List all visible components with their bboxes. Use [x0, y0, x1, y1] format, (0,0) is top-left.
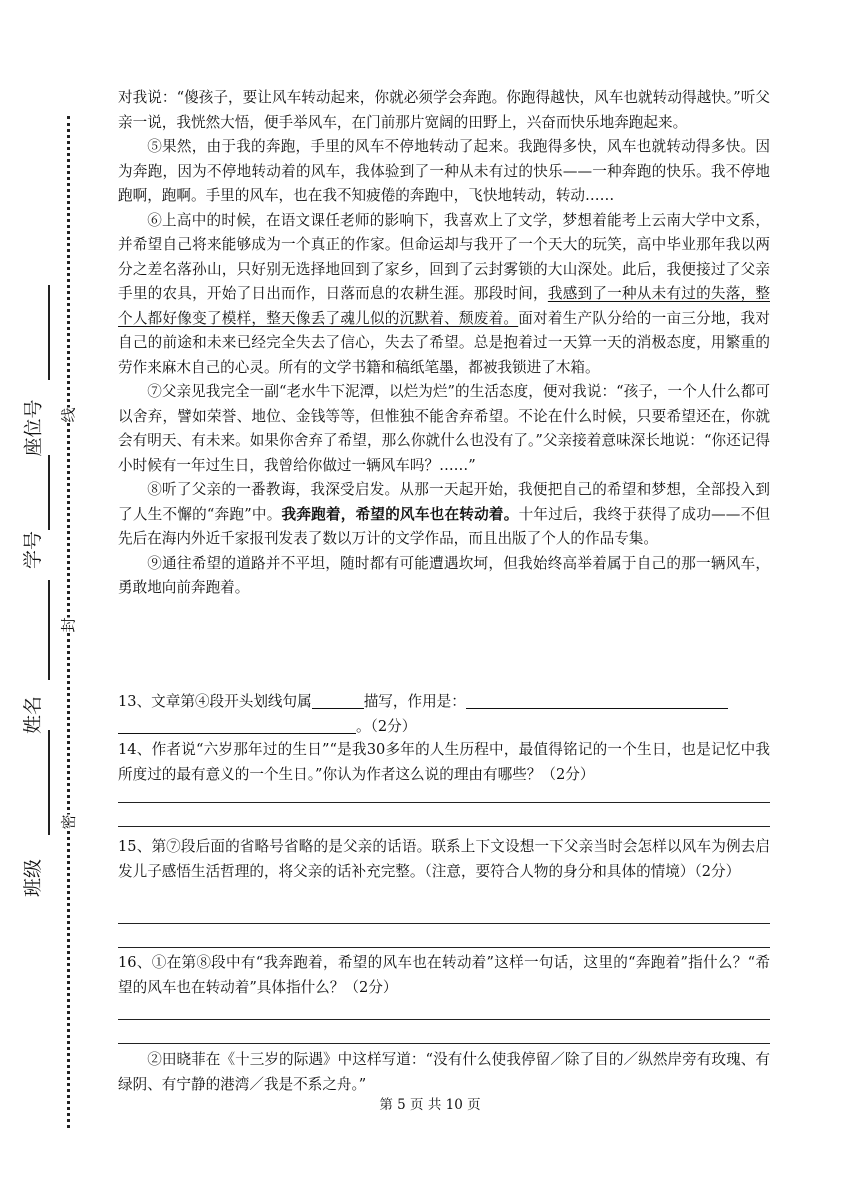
question-16-part-2 [118, 1048, 770, 1097]
q16-2-text: ②田晓菲在《十三岁的际遇》中这样写道：“没有什么使我停留／除了目的／纵然岸旁有玫瑰、有绿阴、有宁静的港湾／我是不系之舟。” [118, 1051, 770, 1093]
q13-text-b: 描写，作用是： [363, 693, 466, 710]
q13-blank-purpose-cont[interactable] [118, 717, 356, 734]
article-paragraph-9: ⑨通往希望的道路并不平坦，随时都有可能遭遇坎坷，但我始终高举着属于自己的那一辆风车，勇敢地向前奔跑着。 [118, 554, 770, 596]
p6-text-b: 面对着生产队分给的一亩三分地，我对自己的前途和未来已经完全失去了信心，失去了希望。总是抱着过一天算一天的消极态度，用繁重的劳作来麻木自己的心灵。所有的文学书籍和稿纸笔墨，都被我锁进了木箱。 [118, 309, 770, 376]
article-paragraph-8 [118, 478, 770, 552]
q13-blank-purpose[interactable] [466, 692, 728, 709]
q13-text-a: 13、文章第④段开头划线句属 [118, 693, 312, 710]
p8-text-a: ⑧听了父亲的一番教诲，我深受启发。从那一天起开始，我便把自己的希望和梦想，全部投入到了人生不懈的“奔跑”中。 [118, 481, 770, 523]
seal-mi: 密 [59, 814, 78, 830]
p8-text-b: 十年过后，我终于获得了成功——不但先后在海内外近千家报刊发表了数以万计的文学作品，而且出版了个人的作品专集。 [118, 505, 770, 547]
p6-text-a: ⑥上高中的时候，在语文课任老师的影响下，我喜欢上了文学，梦想着能考上云南大学中文系，并希望自己将来能够成为一个真正的作家。但命运却与我开了一个天大的玩笑，高中毕业那年我以两分之差名落孙山，只好别无选择地回到了家乡，回到了云封雾锁的大山深处。此后，我便接过了父亲手里的农具，开始了日出而作，日落而息的农耕生涯。那段时间， [118, 211, 770, 302]
question-13 [118, 690, 770, 739]
q13-text-c: 。（2分） [356, 717, 417, 735]
article [118, 86, 770, 601]
q15-text: 15、第⑦段后面的省略号省略的是父亲的话语。联系上下文设想一下父亲当时会怎样以风车为例去启发儿子感悟生活哲理的，将父亲的话补充完整。（注意，要符合人物的身分和具体的情境）（2分） [118, 838, 770, 880]
q16-answer-line-2[interactable] [118, 1043, 770, 1044]
seal-feng: 封 [59, 617, 78, 633]
q14-text: 14、作者说“六岁那年过的生日”“是我30多年的人生历程中，最值得铭记的一个生日，也是记忆中我所度过的最有意义的一个生日。”你认为作者这么说的理由有哪些？（2分） [118, 741, 770, 783]
question-14 [118, 738, 770, 787]
q14-answer-line-1[interactable] [118, 802, 770, 803]
q15-answer-line-1[interactable] [118, 923, 770, 924]
q13-line-2 [118, 715, 770, 740]
q15-answer-line-2[interactable] [118, 947, 770, 948]
page-number: 第 5 页 共 10 页 [379, 1097, 481, 1113]
p6-underlined-sentence: 我感到了一种从未有过的失落，整个人都好像变了模样，整天像丢了魂儿似的沉默着、颓废着。 [118, 285, 770, 327]
article-paragraph-5: ⑤果然，由于我的奔跑，手里的风车不停地转动了起来。我跑得多快，风车也就转动得多快。因为奔跑，因为不停地转动着的风车，我体验到了一种从未有过的快乐——一种奔跑的快乐。我不停地跑啊，跑啊。手里的风车，也在我不知疲倦的奔跑中，飞快地转动，转动…… [118, 138, 770, 204]
seat-label: 座位号 [22, 399, 45, 457]
question-15 [118, 835, 770, 884]
seat-field-rule [48, 285, 50, 380]
question-16-part-1 [118, 951, 770, 1000]
student-id-field-rule [48, 455, 50, 530]
seal-xian: 线 [59, 407, 78, 423]
name-field-rule [48, 580, 50, 680]
article-paragraph-7: ⑦父亲见我完全一副“老水牛下泥潭，以烂为烂”的生活态度，便对我说：“孩子，一个人什么都可以舍弃，譬如荣誉、地位、金钱等等，但惟独不能舍弃希望。不论在什么时候，只要希望还在，你就会有明天、有未来。如果你舍弃了希望，那么你就什么也没有了。”父亲接着意味深长地说：“你还记得小时候有一年过生日，我曾给你做过一辆风车吗？……” [118, 383, 770, 474]
q16-answer-line-1[interactable] [118, 1019, 770, 1020]
q16-1-text: 16、①在第⑧段中有“我奔跑着，希望的风车也在转动着”这样一句话，这里的“奔跑着”指什么？“希望的风车也在转动着”具体指什么？（2分） [118, 954, 770, 996]
name-label: 姓名 [22, 695, 45, 735]
article-paragraph-6 [118, 209, 770, 381]
class-label: 班级 [22, 858, 45, 898]
p8-bold-sentence: 我奔跑着，希望的风车也在转动着。 [281, 505, 519, 523]
q13-line-1 [118, 690, 770, 715]
class-field-rule [48, 730, 50, 835]
q13-blank-type[interactable] [312, 692, 364, 709]
q14-answer-line-2[interactable] [118, 826, 770, 827]
student-id-label: 学号 [22, 530, 45, 570]
article-paragraph-continued: 对我说：“傻孩子，要让风车转动起来，你就必须学会奔跑。你跑得越快，风车也就转动得越快。”听父亲一说，我恍然大悟，便手举风车，在门前那片宽阔的田野上，兴奋而快乐地奔跑起来。 [118, 89, 770, 131]
